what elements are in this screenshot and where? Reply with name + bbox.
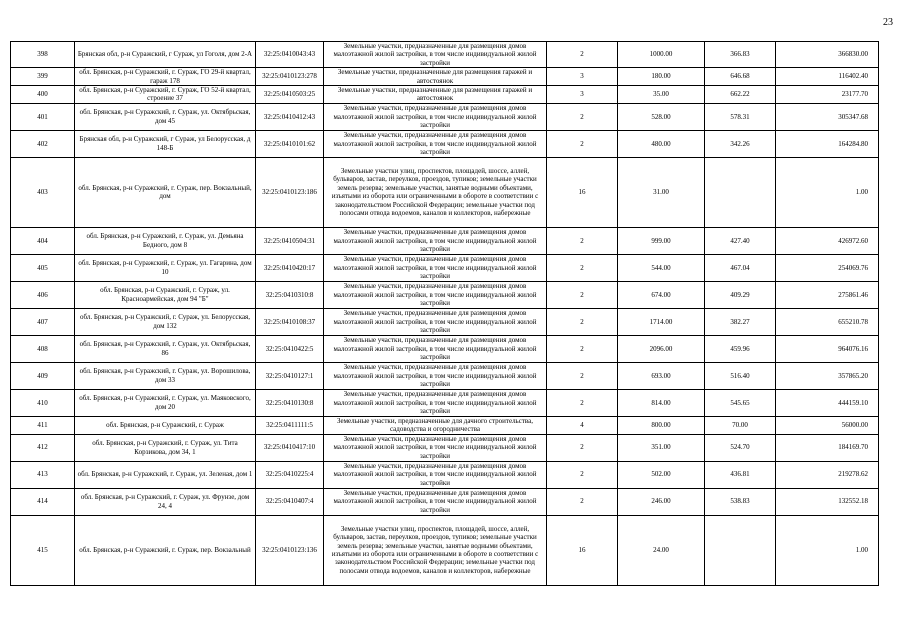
cadastral-value-cell: 219278.62	[776, 461, 879, 488]
cadastral-value-cell: 1.00	[776, 515, 879, 585]
use-code-cell: 2	[547, 227, 618, 254]
address-cell: обл. Брянская, р-н Суражский, г. Сураж, ул. Октябрьская, дом 45	[75, 103, 256, 130]
address-cell: обл. Брянская, р-н Суражский, г. Сураж, ГО 52-й квартал, строение 37	[75, 85, 256, 103]
unit-value-cell	[705, 157, 776, 227]
address-cell: обл. Брянская, р-н Суражский, г. Сураж, ул. Маяковского, дом 20	[75, 389, 256, 416]
row-number-cell: 404	[11, 227, 75, 254]
row-number-cell: 410	[11, 389, 75, 416]
use-code-cell: 2	[547, 389, 618, 416]
row-number-cell: 403	[11, 157, 75, 227]
use-code-cell: 2	[547, 254, 618, 281]
unit-value-cell	[705, 515, 776, 585]
cadastral-number-cell: 32:25:0410422:5	[256, 335, 324, 362]
area-cell: 180.00	[618, 68, 705, 86]
area-cell: 1000.00	[618, 42, 705, 68]
row-number-cell: 408	[11, 335, 75, 362]
land-use-cell: Земельные участки, предназначенные для размещения домов малоэтажной жилой застройки, в том числе индивидуальной жилой застройки	[324, 389, 547, 416]
cadastral-value-cell: 305347.68	[776, 103, 879, 130]
cadastral-number-cell: 32:25:0410101:62	[256, 130, 324, 157]
table-row	[11, 227, 879, 254]
cadastral-number-cell: 32:25:0411111:5	[256, 416, 324, 434]
cadastral-number-cell: 32:25:0410043:43	[256, 42, 324, 68]
area-cell: 800.00	[618, 416, 705, 434]
use-code-cell: 2	[547, 42, 618, 68]
table-row	[11, 416, 879, 434]
unit-value-cell: 342.26	[705, 130, 776, 157]
area-cell: 502.00	[618, 461, 705, 488]
address-cell: обл. Брянская, р-н Суражский, г. Сураж, ул. Фрунзе, дом 24, 4	[75, 488, 256, 515]
address-cell: Брянская обл, р-н Суражский, г Сураж, ул Гоголя, дом 2-А	[75, 42, 256, 68]
land-use-cell: Земельные участки, предназначенные для дачного строительства, садоводства и огородничества	[324, 416, 547, 434]
cadastral-number-cell: 32:25:0410127:1	[256, 362, 324, 389]
area-cell: 24.00	[618, 515, 705, 585]
cadastral-value-cell: 275861.46	[776, 281, 879, 308]
table-row	[11, 389, 879, 416]
use-code-cell: 2	[547, 335, 618, 362]
cadastral-value-cell: 254069.76	[776, 254, 879, 281]
land-use-cell: Земельные участки, предназначенные для размещения домов малоэтажной жилой застройки, в том числе индивидуальной жилой застройки	[324, 335, 547, 362]
cadastral-value-cell: 964076.16	[776, 335, 879, 362]
address-cell: обл. Брянская, р-н Суражский, г. Сураж, пер. Вокзальный	[75, 515, 256, 585]
cadastral-value-cell: 357865.20	[776, 362, 879, 389]
cadastral-value-cell: 132552.18	[776, 488, 879, 515]
table-row	[11, 488, 879, 515]
row-number-cell: 409	[11, 362, 75, 389]
row-number-cell: 405	[11, 254, 75, 281]
table-row	[11, 362, 879, 389]
row-number-cell: 414	[11, 488, 75, 515]
use-code-cell: 2	[547, 362, 618, 389]
cadastral-value-cell: 444159.10	[776, 389, 879, 416]
area-cell: 351.00	[618, 434, 705, 461]
land-use-cell: Земельные участки, предназначенные для размещения домов малоэтажной жилой застройки, в том числе индивидуальной жилой застройки	[324, 42, 547, 68]
row-number-cell: 415	[11, 515, 75, 585]
area-cell: 246.00	[618, 488, 705, 515]
use-code-cell: 16	[547, 515, 618, 585]
unit-value-cell: 538.83	[705, 488, 776, 515]
land-use-cell: Земельные участки, предназначенные для размещения домов малоэтажной жилой застройки, в том числе индивидуальной жилой застройки	[324, 461, 547, 488]
land-use-cell: Земельные участки улиц, проспектов, площадей, шоссе, аллей, бульваров, застав, переулков, проездов, тупиков; земельные участки земель резерва; земельные участки, занятые водными объектами, изъятыми из оборота или ограниченными в обороте в соответствии с законодательством Российской Федерации; земельные участки под полосами отвода водоемов, каналов и коллекторов, набережные	[324, 157, 547, 227]
use-code-cell: 2	[547, 308, 618, 335]
row-number-cell: 401	[11, 103, 75, 130]
cadastral-number-cell: 32:25:0410504:31	[256, 227, 324, 254]
unit-value-cell: 427.40	[705, 227, 776, 254]
cadastral-number-cell: 32:25:0410420:17	[256, 254, 324, 281]
cadastral-value-cell: 23177.70	[776, 85, 879, 103]
cadastral-value-cell: 1.00	[776, 157, 879, 227]
address-cell: обл. Брянская, р-н Суражский, г. Сураж, пер. Вокзальный, дом	[75, 157, 256, 227]
area-cell: 999.00	[618, 227, 705, 254]
table-row	[11, 103, 879, 130]
use-code-cell: 3	[547, 85, 618, 103]
use-code-cell: 2	[547, 461, 618, 488]
land-use-cell: Земельные участки, предназначенные для размещения домов малоэтажной жилой застройки, в том числе индивидуальной жилой застройки	[324, 434, 547, 461]
unit-value-cell: 578.31	[705, 103, 776, 130]
unit-value-cell: 382.27	[705, 308, 776, 335]
area-cell: 544.00	[618, 254, 705, 281]
row-number-cell: 407	[11, 308, 75, 335]
cadastral-number-cell: 32:25:0410407:4	[256, 488, 324, 515]
table-row	[11, 434, 879, 461]
land-use-cell: Земельные участки, предназначенные для размещения домов малоэтажной жилой застройки, в том числе индивидуальной жилой застройки	[324, 227, 547, 254]
land-use-cell: Земельные участки, предназначенные для размещения домов малоэтажной жилой застройки, в том числе индивидуальной жилой застройки	[324, 308, 547, 335]
unit-value-cell: 436.81	[705, 461, 776, 488]
table-row	[11, 85, 879, 103]
row-number-cell: 400	[11, 85, 75, 103]
area-cell: 528.00	[618, 103, 705, 130]
cadastral-number-cell: 32:25:0410123:136	[256, 515, 324, 585]
unit-value-cell: 646.68	[705, 68, 776, 86]
use-code-cell: 2	[547, 281, 618, 308]
land-use-cell: Земельные участки, предназначенные для размещения домов малоэтажной жилой застройки, в том числе индивидуальной жилой застройки	[324, 103, 547, 130]
cadastral-value-cell: 56000.00	[776, 416, 879, 434]
row-number-cell: 412	[11, 434, 75, 461]
area-cell: 674.00	[618, 281, 705, 308]
address-cell: обл. Брянская, р-н Суражский, г. Сураж, ул. Белорусская, дом 132	[75, 308, 256, 335]
cadastral-number-cell: 32:25:0410412:43	[256, 103, 324, 130]
cadastral-number-cell: 32:25:0410310:8	[256, 281, 324, 308]
cadastral-number-cell: 32:25:0410130:8	[256, 389, 324, 416]
row-number-cell: 398	[11, 42, 75, 68]
area-cell: 35.00	[618, 85, 705, 103]
table-row	[11, 335, 879, 362]
unit-value-cell: 366.83	[705, 42, 776, 68]
land-use-cell: Земельные участки, предназначенные для размещения гаражей и автостоянок	[324, 85, 547, 103]
land-use-cell: Земельные участки, предназначенные для размещения гаражей и автостоянок	[324, 68, 547, 86]
address-cell: обл. Брянская, р-н Суражский, г. Сураж, ГО 29-й квартал, гараж 178	[75, 68, 256, 86]
use-code-cell: 2	[547, 434, 618, 461]
table-row	[11, 461, 879, 488]
land-use-cell: Земельные участки, предназначенные для размещения домов малоэтажной жилой застройки, в том числе индивидуальной жилой застройки	[324, 362, 547, 389]
cadastral-value-cell: 426972.60	[776, 227, 879, 254]
address-cell: обл. Брянская, р-н Суражский, г. Сураж, ул. Демьяна Бедного, дом 8	[75, 227, 256, 254]
cadastral-value-cell: 366830.00	[776, 42, 879, 68]
cadastral-number-cell: 32:25:0410225:4	[256, 461, 324, 488]
cadastral-number-cell: 32:25:0410108:37	[256, 308, 324, 335]
area-cell: 2096.00	[618, 335, 705, 362]
table-row	[11, 281, 879, 308]
cadastral-value-cell: 184169.70	[776, 434, 879, 461]
address-cell: обл. Брянская, р-н Суражский, г. Сураж	[75, 416, 256, 434]
page-number: 23	[883, 17, 893, 28]
land-use-cell: Земельные участки, предназначенные для размещения домов малоэтажной жилой застройки, в том числе индивидуальной жилой застройки	[324, 281, 547, 308]
land-use-cell: Земельные участки, предназначенные для размещения домов малоэтажной жилой застройки, в том числе индивидуальной жилой застройки	[324, 254, 547, 281]
unit-value-cell: 409.29	[705, 281, 776, 308]
unit-value-cell: 70.00	[705, 416, 776, 434]
address-cell: обл. Брянская, р-н Суражский, г. Сураж, ул. Гагарина, дом 10	[75, 254, 256, 281]
unit-value-cell: 545.65	[705, 389, 776, 416]
cadastral-number-cell: 32:25:0410417:10	[256, 434, 324, 461]
cadastral-value-cell: 655210.78	[776, 308, 879, 335]
area-cell: 693.00	[618, 362, 705, 389]
row-number-cell: 411	[11, 416, 75, 434]
table-row	[11, 515, 879, 585]
table-row	[11, 254, 879, 281]
address-cell: обл. Брянская, р-н Суражский, г. Сураж, ул. Октябрьская, 86	[75, 335, 256, 362]
row-number-cell: 413	[11, 461, 75, 488]
use-code-cell: 3	[547, 68, 618, 86]
unit-value-cell: 662.22	[705, 85, 776, 103]
table-row	[11, 42, 879, 68]
cadastral-number-cell: 32:25:0410503:25	[256, 85, 324, 103]
use-code-cell: 2	[547, 130, 618, 157]
use-code-cell: 4	[547, 416, 618, 434]
unit-value-cell: 459.96	[705, 335, 776, 362]
address-cell: обл. Брянская, р-н Суражский, г. Сураж, ул. Ворошилова, дом 33	[75, 362, 256, 389]
cadastral-number-cell: 32:25:0410123:186	[256, 157, 324, 227]
land-use-cell: Земельные участки, предназначенные для размещения домов малоэтажной жилой застройки, в том числе индивидуальной жилой застройки	[324, 488, 547, 515]
row-number-cell: 406	[11, 281, 75, 308]
use-code-cell: 16	[547, 157, 618, 227]
row-number-cell: 399	[11, 68, 75, 86]
cadastral-number-cell: 32:25:0410123:278	[256, 68, 324, 86]
cadastral-value-cell: 164284.80	[776, 130, 879, 157]
unit-value-cell: 516.40	[705, 362, 776, 389]
table-row	[11, 68, 879, 86]
area-cell: 1714.00	[618, 308, 705, 335]
table-row	[11, 130, 879, 157]
row-number-cell: 402	[11, 130, 75, 157]
address-cell: обл. Брянская, р-н Суражский, г. Сураж, ул. Красноармейская, дом 94 "Б"	[75, 281, 256, 308]
address-cell: Брянская обл, р-н Суражский, г Сураж, ул Белорусская, д 148-Б	[75, 130, 256, 157]
address-cell: обл. Брянская, р-н Суражский, г. Сураж, ул. Зеленая, дом 1	[75, 461, 256, 488]
address-cell: обл. Брянская, р-н Суражский, г. Сураж, ул. Тита Корзикова, дом 34, 1	[75, 434, 256, 461]
use-code-cell: 2	[547, 488, 618, 515]
unit-value-cell: 524.70	[705, 434, 776, 461]
land-use-cell: Земельные участки, предназначенные для размещения домов малоэтажной жилой застройки, в том числе индивидуальной жилой застройки	[324, 130, 547, 157]
table-row	[11, 308, 879, 335]
land-use-cell: Земельные участки улиц, проспектов, площадей, шоссе, аллей, бульваров, застав, переулков, проездов, тупиков; земельные участки земель резерва; земельные участки, занятые водными объектами, изъятыми из оборота или ограниченными в обороте в соответствии с законодательством Российской Федерации; земельные участки под полосами отвода водоемов, каналов и коллекторов, набережные	[324, 515, 547, 585]
table-row	[11, 157, 879, 227]
area-cell: 814.00	[618, 389, 705, 416]
table-body	[11, 42, 879, 586]
cadastral-value-cell: 116402.40	[776, 68, 879, 86]
unit-value-cell: 467.04	[705, 254, 776, 281]
use-code-cell: 2	[547, 103, 618, 130]
area-cell: 480.00	[618, 130, 705, 157]
land-plots-table	[10, 41, 879, 586]
area-cell: 31.00	[618, 157, 705, 227]
